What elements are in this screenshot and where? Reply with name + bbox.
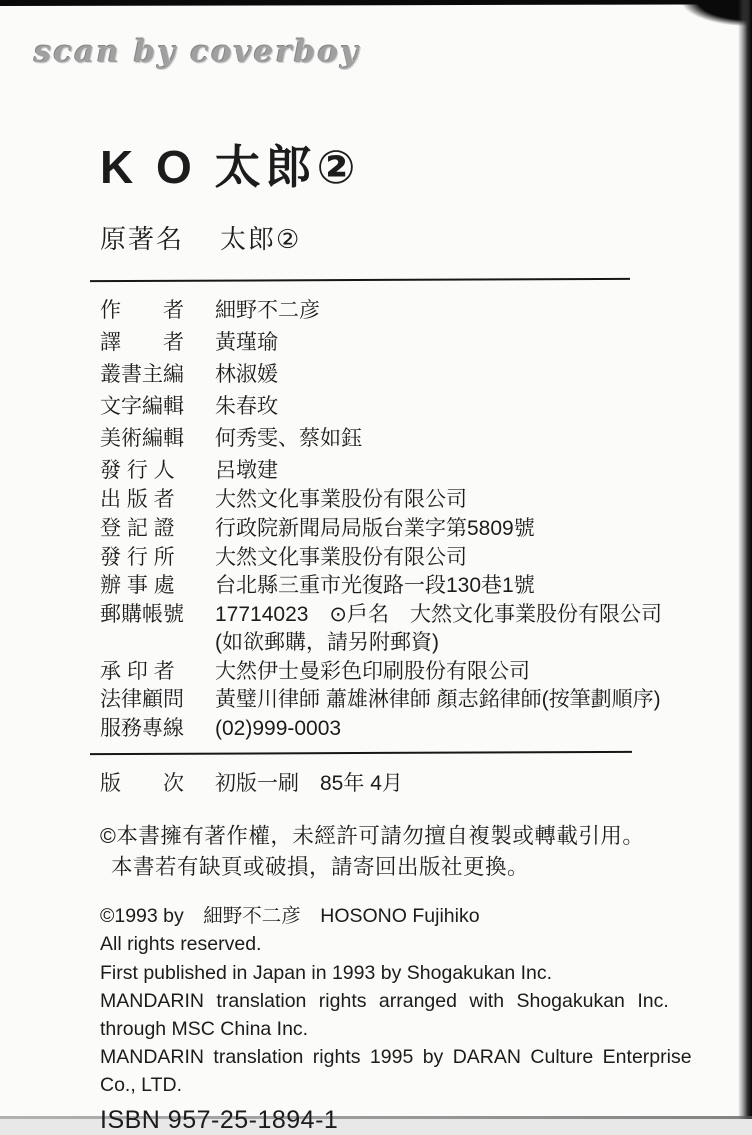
colophon-label: 法律顧問	[100, 688, 184, 712]
copyright-notices	[100, 821, 662, 882]
colophon-label: 文字編輯	[100, 395, 184, 419]
rights-block	[100, 902, 692, 1099]
colophon-row-mail-order-account	[100, 602, 662, 627]
colophon-value: 林淑媛	[215, 362, 278, 386]
edition-value: 初版一刷 85年 4月	[215, 772, 403, 796]
colophon-row-legal-advisors	[100, 687, 662, 712]
colophon-row-office	[100, 573, 662, 598]
colophon-value: 何秀雯、蔡如鈺	[215, 427, 362, 451]
company-line: Co., LTD.	[100, 1073, 182, 1096]
isbn-number: ISBN 957-25-1894-1	[100, 1105, 339, 1134]
colophon-label: 郵購帳號	[100, 602, 184, 626]
original-title-value: 太郎②	[220, 223, 302, 254]
colophon-value: (02)999-0003	[215, 717, 342, 741]
credits-list	[100, 298, 662, 742]
colophon-label: 作 者	[100, 298, 184, 322]
through-msc-line: through MSC China Inc.	[100, 1017, 309, 1040]
colophon-value: 17714023 ⊙戶名 大然文化事業股份有限公司	[215, 602, 663, 626]
colophon-label: 譯 者	[100, 330, 184, 354]
edition-row	[100, 767, 662, 797]
original-title-label: 原著名	[100, 223, 185, 254]
colophon-label: 發 行 人	[100, 459, 175, 483]
colophon-value: 大然文化事業股份有限公司	[215, 545, 467, 569]
colophon-row-distributor	[100, 545, 662, 570]
colophon-row-art-editor	[100, 426, 662, 451]
colophon-value: 黃瑾瑜	[215, 330, 278, 354]
colophon-label: 登 記 證	[100, 516, 175, 540]
return-policy-line: 本書若有缺頁或破損，請寄回出版社更換。	[111, 854, 530, 879]
colophon-label: 辦 事 處	[100, 574, 175, 598]
colophon-value: 大然伊士曼彩色印刷股份有限公司	[215, 659, 530, 683]
original-title-line	[100, 219, 662, 256]
copyright-notice-line: ©本書擁有著作權，未經許可請勿擅自複製或轉載引用。	[100, 824, 645, 849]
colophon-row-publisher-person	[100, 458, 662, 483]
first-published-line: First published in Japan in 1993 by Shogakukan Inc.	[100, 961, 553, 984]
colophon-value: 台北縣三重市光復路一段130巷1號	[215, 574, 535, 598]
colophon-value: 行政院新聞局局版台業字第5809號	[215, 516, 535, 540]
copyright-year-line: ©1993 by 細野不二彦 HOSONO Fujihiko	[100, 905, 480, 928]
colophon-row-series-editor	[100, 362, 662, 387]
colophon-content	[100, 141, 692, 1135]
scanner-watermark: scan by coverboy	[34, 34, 361, 70]
colophon-value: 呂墩建	[215, 459, 278, 483]
colophon-label: 叢書主編	[100, 362, 184, 386]
all-rights-reserved-line: All rights reserved.	[100, 933, 262, 956]
colophon-row-text-editor	[100, 394, 662, 419]
edition-label: 版 次	[100, 772, 184, 796]
colophon-value: 大然文化事業股份有限公司	[215, 488, 467, 512]
colophon-row-service-line	[100, 716, 662, 741]
colophon-value: 黃璧川律師 蕭雄淋律師 顏志銘律師(按筆劃順序)	[215, 688, 661, 712]
scan-edge-top	[0, 0, 752, 6]
scan-edge-right	[738, 0, 752, 1119]
divider-rule-bottom	[90, 751, 632, 755]
colophon-label: 發 行 所	[100, 545, 175, 569]
book-title: K O 太郎②	[100, 141, 361, 193]
colophon-row-registration	[100, 516, 662, 541]
colophon-label: 服務專線	[100, 717, 184, 741]
colophon-value: 細野不二彦	[215, 298, 320, 322]
mail-order-note: (如欲郵購，請另附郵資)	[215, 630, 439, 654]
colophon-row-author	[100, 298, 662, 323]
colophon-row-translator	[100, 330, 662, 355]
colophon-label: 承 印 者	[100, 659, 175, 683]
colophon-label: 出 版 者	[100, 488, 175, 512]
colophon-value: 朱春玫	[215, 395, 278, 419]
divider-rule-top	[90, 277, 630, 281]
colophon-row-publishing-company	[100, 487, 662, 512]
colophon-row-printer	[100, 659, 662, 684]
colophon-label: 美術編輯	[100, 427, 184, 451]
mandarin-rights-line-1: MANDARIN translation rights arranged with Shogakukan Inc.	[100, 989, 669, 1012]
mandarin-rights-line-2: MANDARIN translation rights 1995 by DARAN Culture Enterprise	[100, 1045, 692, 1068]
